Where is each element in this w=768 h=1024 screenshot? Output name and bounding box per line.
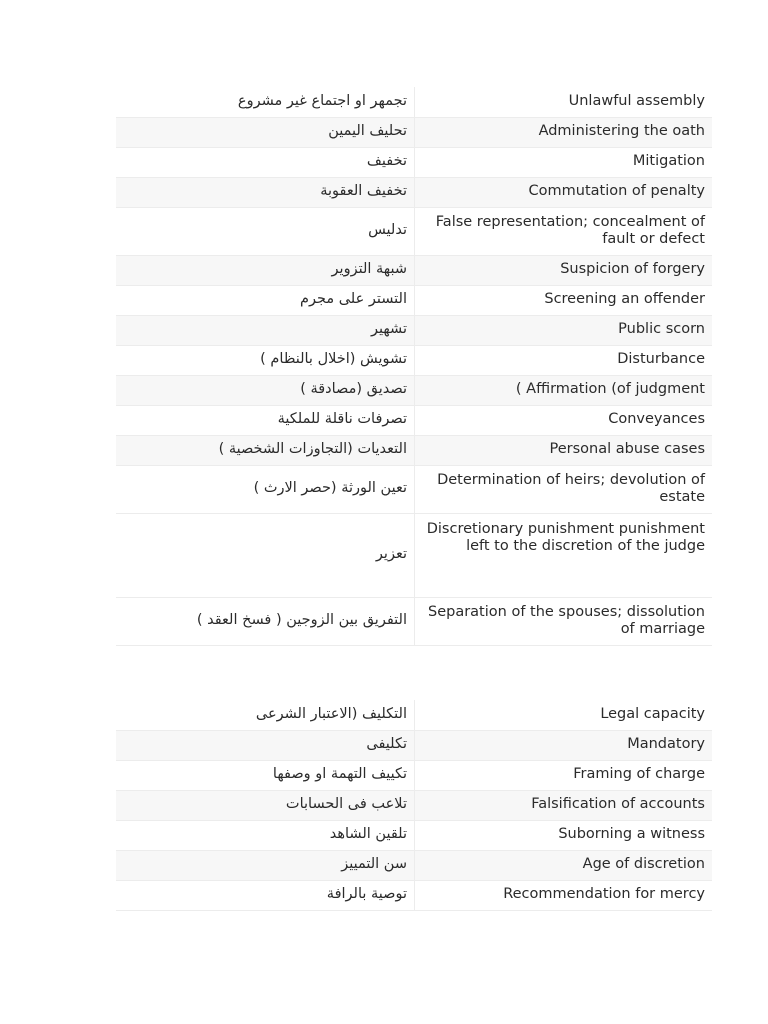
english-term: Personal abuse cases bbox=[415, 435, 713, 465]
table-row bbox=[116, 730, 712, 760]
arabic-term: تدليس bbox=[116, 207, 415, 255]
english-term: Suborning a witness bbox=[415, 820, 713, 850]
arabic-term: تجمهر او اجتماع غير مشروع bbox=[116, 87, 415, 117]
english-term: Legal capacity bbox=[415, 700, 713, 730]
english-term: Conveyances bbox=[415, 405, 713, 435]
arabic-term: التفريق بين الزوجين ( فسخ العقد ) bbox=[116, 597, 415, 645]
table-row bbox=[116, 880, 712, 910]
arabic-term: تصرفات ناقلة للملكية bbox=[116, 405, 415, 435]
arabic-term: التستر على مجرم bbox=[116, 285, 415, 315]
english-term: Falsification of accounts bbox=[415, 790, 713, 820]
arabic-term: تعين الورثة (حصر الارث ) bbox=[116, 465, 415, 513]
arabic-term: تكييف التهمة او وصفها bbox=[116, 760, 415, 790]
arabic-term: تصديق (مصادقة ) bbox=[116, 375, 415, 405]
table-row bbox=[116, 700, 712, 730]
table-row bbox=[116, 345, 712, 375]
arabic-term: تلقين الشاهد bbox=[116, 820, 415, 850]
english-term: Separation of the spouses; dissolution of marriage bbox=[415, 597, 713, 645]
english-term: Screening an offender bbox=[415, 285, 713, 315]
table-row bbox=[116, 177, 712, 207]
arabic-term: تخفيف العقوبة bbox=[116, 177, 415, 207]
table-row bbox=[116, 285, 712, 315]
table-row bbox=[116, 597, 712, 645]
table-row bbox=[116, 375, 712, 405]
arabic-term: تحليف اليمين bbox=[116, 117, 415, 147]
table-row bbox=[116, 435, 712, 465]
english-term: Framing of charge bbox=[415, 760, 713, 790]
table-row bbox=[116, 760, 712, 790]
english-term: Recommendation for mercy bbox=[415, 880, 713, 910]
english-term: Unlawful assembly bbox=[415, 87, 713, 117]
english-term: Determination of heirs; devolution of estate bbox=[415, 465, 713, 513]
table-row bbox=[116, 850, 712, 880]
table-row bbox=[116, 255, 712, 285]
arabic-term: تشويش (اخلال بالنظام ) bbox=[116, 345, 415, 375]
table-row bbox=[116, 315, 712, 345]
table-row bbox=[116, 87, 712, 117]
english-term: Age of discretion bbox=[415, 850, 713, 880]
english-term: Discretionary punishment punishment left to the discretion of the judge bbox=[415, 513, 713, 597]
arabic-term: تخفيف bbox=[116, 147, 415, 177]
english-term: Public scorn bbox=[415, 315, 713, 345]
glossary-table-2 bbox=[116, 700, 712, 911]
table-row bbox=[116, 465, 712, 513]
table-row bbox=[116, 513, 712, 597]
arabic-term: التعديات (التجاوزات الشخصية ) bbox=[116, 435, 415, 465]
glossary-table-1 bbox=[116, 87, 712, 646]
arabic-term: تعزير bbox=[116, 513, 415, 597]
arabic-term: تشهير bbox=[116, 315, 415, 345]
table-row bbox=[116, 117, 712, 147]
arabic-term: شبهة التزوير bbox=[116, 255, 415, 285]
table-row bbox=[116, 147, 712, 177]
english-term: Disturbance bbox=[415, 345, 713, 375]
english-term: False representation; concealment of fault or defect bbox=[415, 207, 713, 255]
english-term: Administering the oath bbox=[415, 117, 713, 147]
arabic-term: سن التمييز bbox=[116, 850, 415, 880]
english-term: Mitigation bbox=[415, 147, 713, 177]
english-term: Commutation of penalty bbox=[415, 177, 713, 207]
table-row bbox=[116, 207, 712, 255]
english-term: Mandatory bbox=[415, 730, 713, 760]
arabic-term: تكليفى bbox=[116, 730, 415, 760]
table-row bbox=[116, 790, 712, 820]
table-row bbox=[116, 405, 712, 435]
arabic-term: تلاعب فى الحسابات bbox=[116, 790, 415, 820]
english-term: ( Affirmation (of judgment bbox=[415, 375, 713, 405]
english-term: Suspicion of forgery bbox=[415, 255, 713, 285]
table-row bbox=[116, 820, 712, 850]
arabic-term: التكليف (الاعتبار الشرعى bbox=[116, 700, 415, 730]
arabic-term: توصية بالرافة bbox=[116, 880, 415, 910]
